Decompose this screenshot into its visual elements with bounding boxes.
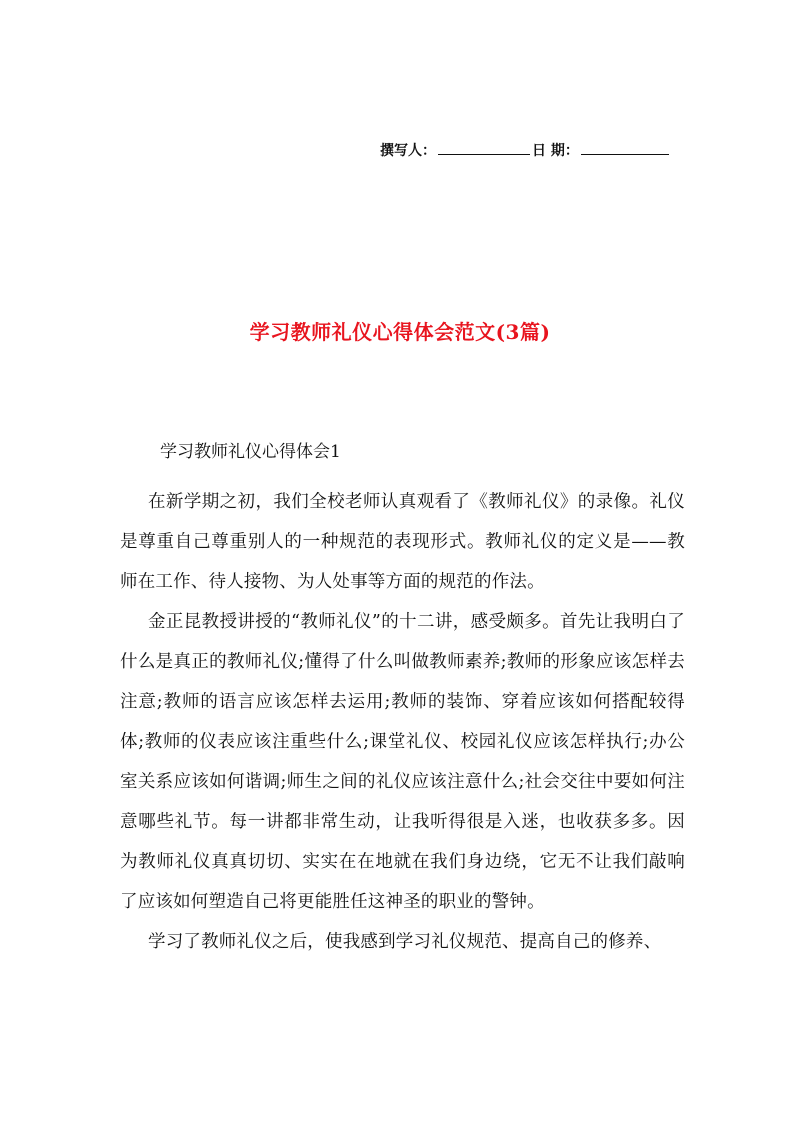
author-date-line <box>380 140 669 160</box>
paragraph: 在新学期之初，我们全校老师认真观看了《教师礼仪》的录像。礼仪是尊重自己尊重别人的一种规范的表现形式。教师礼仪的定义是——教师在工作、待人接物、为人处事等方面的规范的作法。 <box>120 492 685 592</box>
date-blank <box>581 140 669 155</box>
paragraph: 学习了教师礼仪之后，使我感到学习礼仪规范、提高自己的修养、 <box>148 932 662 952</box>
paragraph: 金正昆教授讲授的“教师礼仪”的十二讲，感受颇多。首先让我明白了什么是真正的教师礼仪;懂得了什么叫做教师素养;教师的形象应该怎样去注意;教师的语言应该怎样去运用;教师的装饰、穿着应该如何搭配较得体;教师的仪表应该注重些什么;课堂礼仪、校园礼仪应该怎样执行;办公室关系应该如何谐调;师生之间的礼仪应该注意什么;社会交往中要如何注意哪些礼节。每一讲都非常生动，让我听得很是入迷，也收获多多。因为教师礼仪真真切切、实实在在地就在我们身边绕，它无不让我们敲响了应该如何塑造自己将更能胜任这神圣的职业的警钟。 <box>120 612 685 912</box>
author-label: 撰写人： <box>380 143 436 159</box>
section-title: 学习教师礼仪心得体会1 <box>160 442 341 462</box>
document-title: 学习教师礼仪心得体会范文(3篇) <box>249 320 551 344</box>
date-label: 日 期： <box>532 143 579 159</box>
author-blank <box>438 140 530 155</box>
document-body <box>120 432 685 962</box>
